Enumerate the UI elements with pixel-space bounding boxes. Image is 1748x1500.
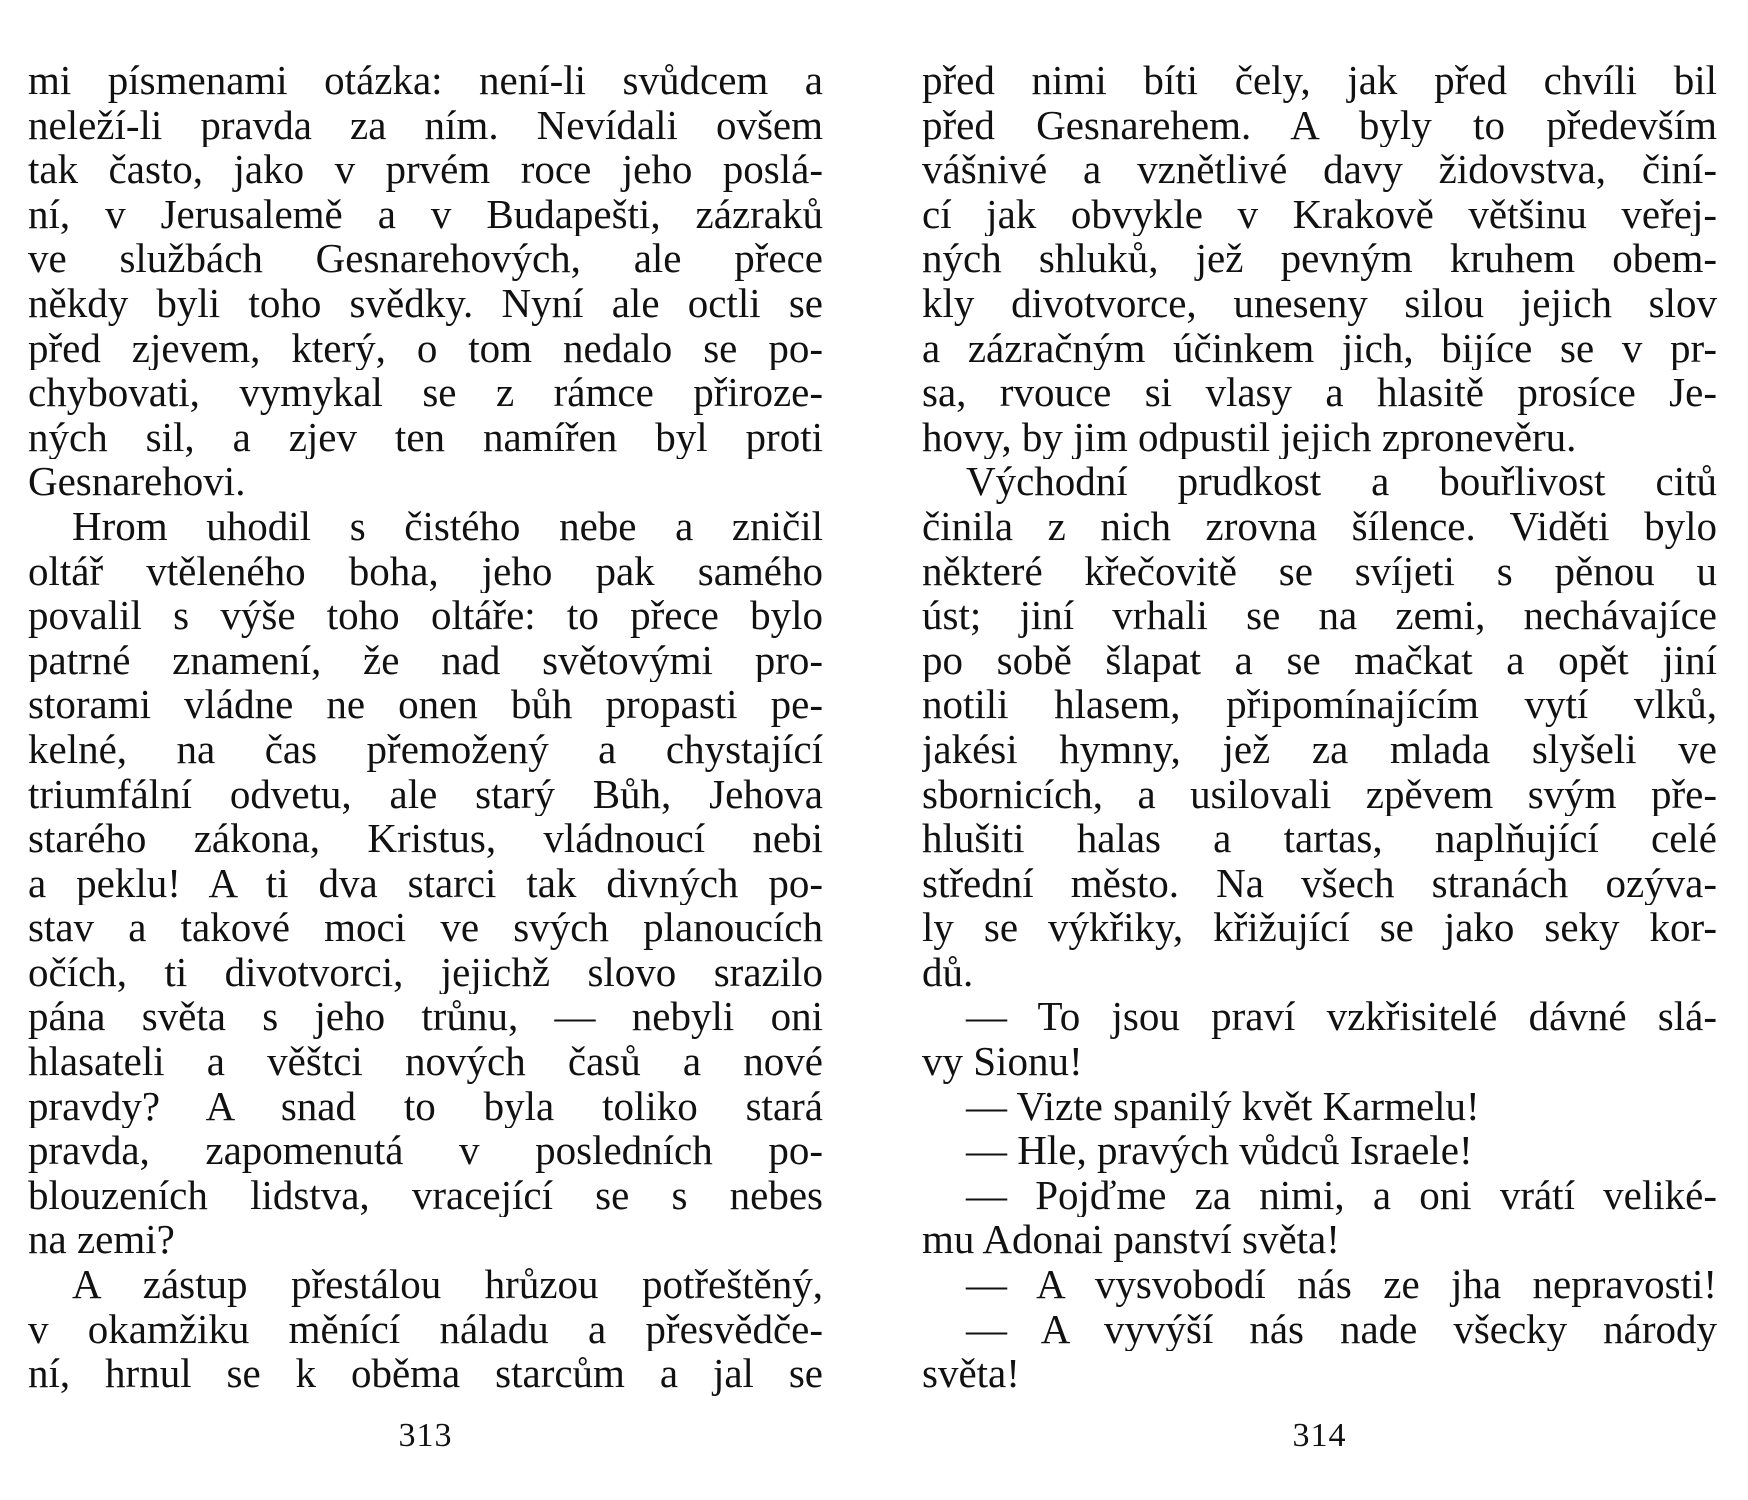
text-line: pravda, zapomenutá v posledních po-: [28, 1128, 823, 1173]
text-line: na zemi?: [28, 1217, 175, 1263]
text-line: někdy byli toho svědky. Nyní ale octli se: [28, 280, 823, 326]
text-line: notili hlasem, připomínajícím vytí vlků,: [922, 682, 1717, 727]
text-line: ly se výkřiky, křižující se jako seky kor-: [922, 905, 1717, 950]
text-line: — To jsou praví vzkřisitelé dávné slá-: [966, 994, 1717, 1040]
text-line: úst; jiní vrhali se na zemi, nechávajíce: [922, 593, 1717, 638]
right-page-text: [922, 58, 1717, 1396]
text-line: blouzeních lidstva, vracející se s nebes: [28, 1172, 823, 1218]
text-line: a zázračným účinkem jich, bijíce se v pr-: [922, 325, 1717, 371]
text-line: povalil s výše toho oltáře: to přece bylo: [28, 593, 823, 638]
text-line: mu Adonai panství světa!: [922, 1217, 1340, 1263]
text-line: střední město. Na všech stranách ozýva-: [922, 860, 1717, 906]
text-line: — A vysvobodí nás ze jha nepravosti!: [966, 1262, 1717, 1307]
text-line: stav a takové moci ve svých planoucích: [28, 905, 823, 950]
text-line: — A vyvýší nás nade všecky národy: [966, 1306, 1717, 1352]
text-line: po sobě šlapat a se mačkat a opět jiní: [922, 637, 1717, 683]
text-line: před Gesnarehem. A byly to především: [922, 102, 1717, 148]
text-line: starého zákona, Kristus, vládnoucí nebi: [28, 816, 823, 861]
text-line: sbornicích, a usilovali zpěvem svým pře-: [922, 771, 1717, 817]
text-line: před zjevem, který, o tom nedalo se po-: [28, 325, 823, 371]
text-line: storami vládne ne onen bůh propasti pe-: [28, 682, 823, 727]
text-line: kly divotvorce, uneseny silou jejich slov: [922, 280, 1717, 326]
text-line: chybovati, vymykal se z rámce přiroze-: [28, 370, 823, 415]
text-line: — Vizte spanilý květ Karmelu!: [966, 1083, 1480, 1129]
text-line: ve službách Gesnarehových, ale přece: [28, 236, 823, 281]
text-line: ní, hrnul se k oběma starcům a jal se: [28, 1351, 823, 1396]
text-line: — Pojďme za nimi, a oni vrátí veliké-: [966, 1172, 1717, 1218]
text-line: — Hle, pravých vůdců Israele!: [966, 1128, 1473, 1173]
text-line: oltář vtěleného boha, jeho pak samého: [28, 548, 823, 594]
text-line: před nimi bíti čely, jak před chvíli bil: [922, 58, 1717, 103]
text-line: hlasateli a věštci nových časů a nové: [28, 1039, 823, 1084]
text-line: vy Sionu!: [922, 1039, 1083, 1084]
text-line: Hrom uhodil s čistého nebe a zničil: [72, 503, 823, 549]
left-page-text: [28, 58, 823, 1396]
text-line: světa!: [922, 1351, 1020, 1396]
text-line: patrné znamení, že nad světovými pro-: [28, 637, 823, 683]
text-line: a peklu! A ti dva starci tak divných po-: [28, 860, 823, 906]
text-line: tak často, jako v prvém roce jeho poslá-: [28, 147, 823, 192]
text-line: pána světa s jeho trůnu, — nebyli oni: [28, 994, 823, 1040]
text-line: vášnivé a vznětlivé davy židovstva, činí-: [922, 147, 1717, 192]
text-line: ných sil, a zjev ten namířen byl proti: [28, 414, 823, 460]
text-line: očích, ti divotvorci, jejichž slovo srazilo: [28, 949, 823, 995]
text-line: Gesnarehovi.: [28, 459, 246, 504]
text-line: pravdy? A snad to byla toliko stará: [28, 1083, 823, 1129]
text-line: A zástup přestálou hrůzou potřeštěný,: [72, 1262, 823, 1307]
text-line: cí jak obvykle v Krakově většinu veřej-: [922, 191, 1717, 237]
text-line: sa, rvouce si vlasy a hlasitě prosíce Je-: [922, 370, 1717, 415]
text-line: neleží-li pravda za ním. Nevídali ovšem: [28, 102, 823, 148]
text-line: v okamžiku měnící náladu a přesvědče-: [28, 1306, 823, 1352]
text-line: Východní prudkost a bouřlivost citů: [966, 459, 1717, 504]
text-line: hovy, by jim odpustil jejich zpronevěru.: [922, 414, 1577, 460]
page-number: 313: [398, 1417, 453, 1454]
page-number: 314: [1292, 1417, 1347, 1454]
right-page: [922, 58, 1717, 1478]
text-line: ných shluků, jež pevným kruhem obem-: [922, 236, 1717, 281]
text-line: ní, v Jerusalemě a v Budapešti, zázraků: [28, 191, 823, 237]
text-line: hlušiti halas a tartas, naplňující celé: [922, 816, 1717, 861]
text-line: kelné, na čas přemožený a chystající: [28, 726, 823, 772]
text-line: jakési hymny, jež za mlada slyšeli ve: [922, 726, 1717, 772]
text-line: některé křečovitě se svíjeti s pěnou u: [922, 548, 1717, 594]
text-line: činila z nich zrovna šílence. Viděti bylo: [922, 503, 1717, 549]
text-line: mi písmenami otázka: není-li svůdcem a: [28, 58, 823, 103]
text-line: triumfální odvetu, ale starý Bůh, Jehova: [28, 771, 823, 817]
left-page: [28, 58, 823, 1478]
text-line: dů.: [922, 949, 974, 995]
